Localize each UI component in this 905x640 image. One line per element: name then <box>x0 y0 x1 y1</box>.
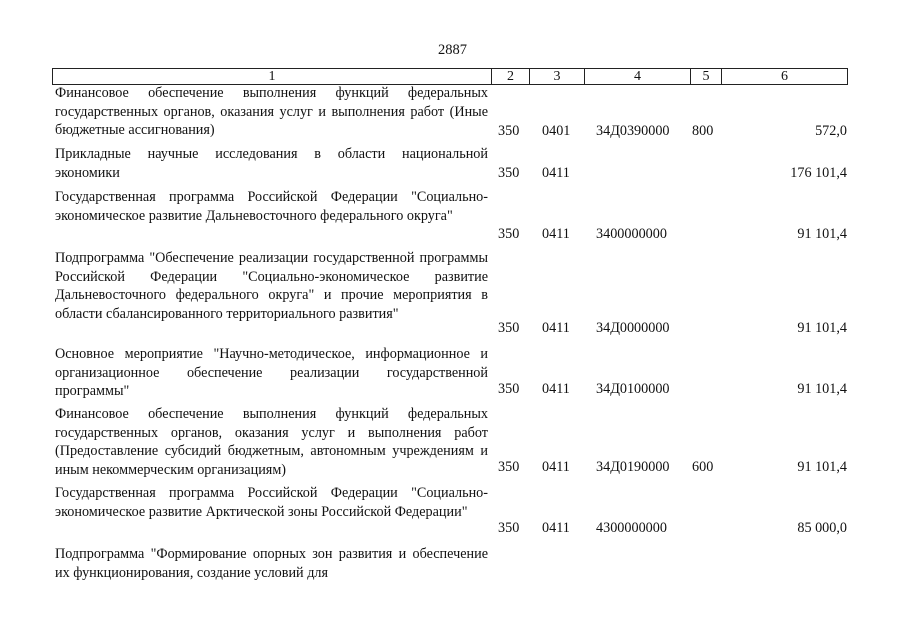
row-col4: 34Д0390000 <box>596 123 670 139</box>
column-header-6: 6 <box>781 69 788 84</box>
row-col3: 0411 <box>542 459 570 475</box>
row-description: Финансовое обеспечение выполнения функций федеральных государственных органов, оказания услуг и выполнения работ (Предоставление субсидий бюджетным, автономным учреждениям и иным некоммерческим организациям) <box>55 406 488 478</box>
row-col6: 91 101,4 <box>797 226 847 242</box>
row-col5: 600 <box>692 459 714 475</box>
row-col6: 91 101,4 <box>797 459 847 475</box>
row-col4: 34Д0000000 <box>596 320 670 336</box>
column-header-4: 4 <box>585 69 691 84</box>
row-description: Государственная программа Российской Федерации "Социально-экономическое развитие Дальневосточного федерального округа" <box>55 189 488 224</box>
row-col3: 0401 <box>542 123 571 139</box>
row-col6: 572,0 <box>815 123 847 139</box>
column-header-2: 2 <box>492 69 530 84</box>
column-header-5: 5 <box>691 69 722 84</box>
row-col2: 350 <box>498 520 520 536</box>
row-description: Прикладные научные исследования в области национальной экономики <box>55 146 488 181</box>
row-col6: 85 000,0 <box>797 520 847 536</box>
row-col5: 800 <box>692 123 714 139</box>
row-col3: 0411 <box>542 320 570 336</box>
row-col2: 350 <box>498 459 520 475</box>
row-col2: 350 <box>498 123 520 139</box>
row-col2: 350 <box>498 320 520 336</box>
row-description: Финансовое обеспечение выполнения функций федеральных государственных органов, оказания услуг и выполнения работ (Иные бюджетные ассигнования) <box>55 85 488 139</box>
row-col3: 0411 <box>542 381 570 397</box>
row-col6: 91 101,4 <box>797 320 847 336</box>
row-description: Подпрограмма "Формирование опорных зон развития и обеспечение их функционирования, создание условий для <box>55 546 488 581</box>
row-col2: 350 <box>498 165 520 181</box>
row-col4: 34Д0100000 <box>596 381 670 397</box>
page-number: 2887 <box>438 42 467 58</box>
column-header-1: 1 <box>53 69 492 84</box>
row-col6: 176 101,4 <box>790 165 847 181</box>
table-column-header <box>52 68 848 85</box>
row-description: Основное мероприятие "Научно-методическое, информационное и организационное обеспечение реализации государственной программы" <box>55 346 488 400</box>
row-col2: 350 <box>498 226 520 242</box>
row-col3: 0411 <box>542 520 570 536</box>
row-description: Государственная программа Российской Федерации "Социально-экономическое развитие Арктической зоны Российской Федерации" <box>55 485 488 520</box>
row-col3: 0411 <box>542 165 570 181</box>
column-header-3: 3 <box>530 69 585 84</box>
row-col2: 350 <box>498 381 520 397</box>
row-col3: 0411 <box>542 226 570 242</box>
row-description: Подпрограмма "Обеспечение реализации государственной программы Российской Федерации "Социально-экономическое развитие Дальневосточного федерального округа" и прочие мероприятия в области сбалансированного территориального развития" <box>55 250 488 322</box>
row-col6: 91 101,4 <box>797 381 847 397</box>
row-col4: 3400000000 <box>596 226 667 242</box>
row-col4: 34Д0190000 <box>596 459 670 475</box>
row-col4: 4300000000 <box>596 520 667 536</box>
